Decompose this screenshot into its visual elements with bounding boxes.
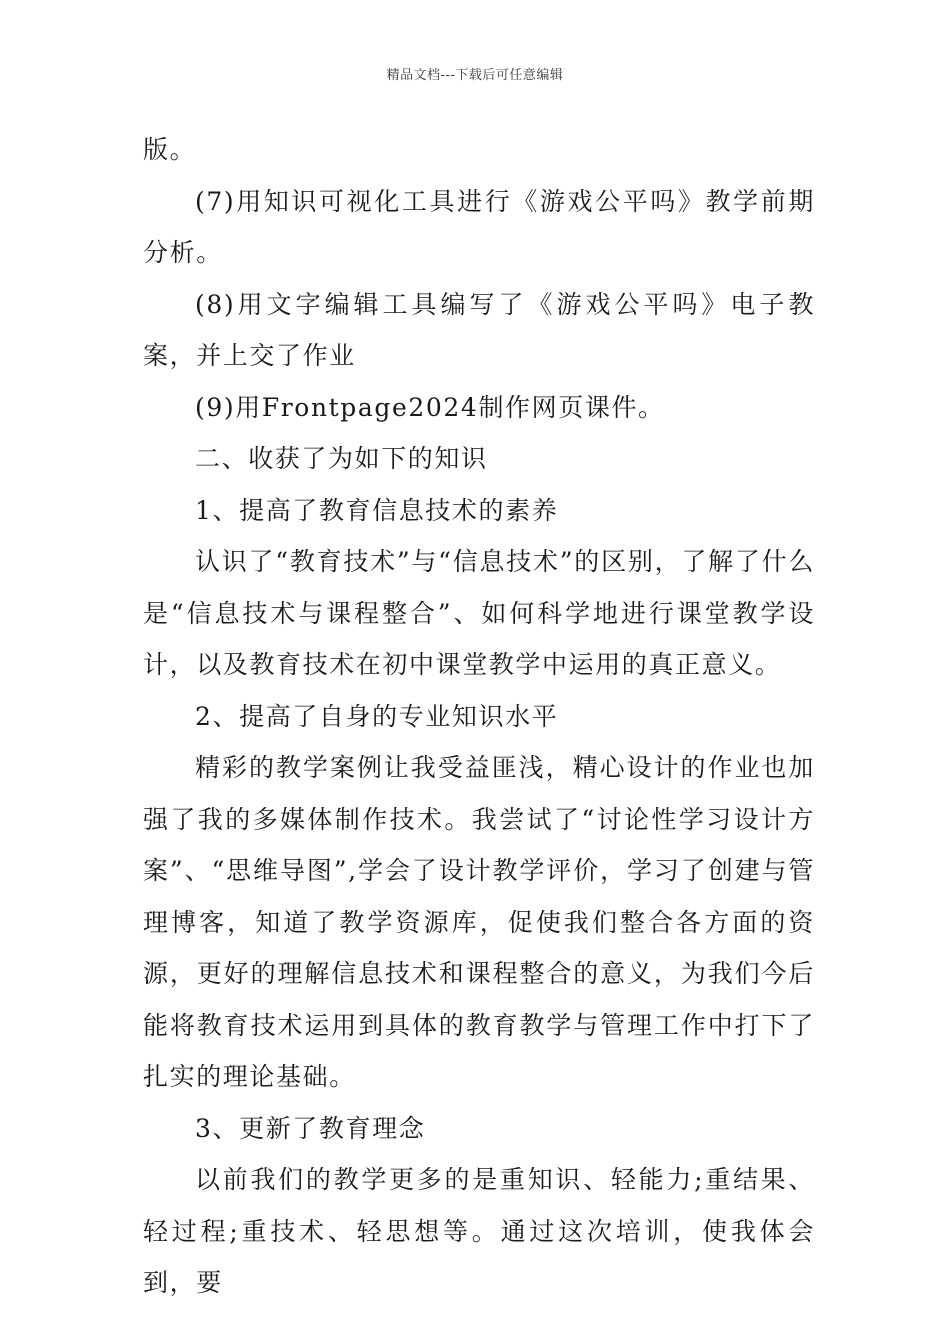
paragraph: (8)用文字编辑工具编写了《游戏公平吗》电子教案，并上交了作业 bbox=[143, 289, 815, 370]
section-heading: 二、收获了为如下的知识 bbox=[195, 444, 488, 473]
paragraph: 以前我们的教学更多的是重知识、轻能力;重结果、轻过程;重技术、轻思想等。通过这次培训，使我体会到，要 bbox=[143, 1165, 815, 1297]
paragraph: 认识了“教育技术”与“信息技术”的区别，了解了什么是“信息技术与课程整合”、如何科学地进行课堂教学设计，以及教育技术在初中课堂教学中运用的真正意义。 bbox=[143, 547, 815, 679]
page-header: 精品文档---下载后可任意编辑 bbox=[386, 68, 564, 83]
subsection-heading: 3、更新了教育理念 bbox=[195, 1113, 426, 1143]
paragraph: (9)用Frontpage2024制作网页课件。 bbox=[195, 392, 665, 422]
subsection-heading: 1、提高了教育信息技术的素养 bbox=[195, 495, 559, 525]
document-body bbox=[143, 124, 815, 1309]
paragraph: 精彩的教学案例让我受益匪浅，精心设计的作业也加强了我的多媒体制作技术。我尝试了“讨论性学习设计方案”、“思维导图”,学会了设计教学评价，学习了创建与管理博客，知道了教学资源库，促使我们整合各方面的资源，更好的理解信息技术和课程整合的意义，为我们今后能将教育技术运用到具体的教育教学与管理工作中打下了扎实的理论基础。 bbox=[143, 753, 815, 1091]
paragraph: (7)用知识可视化工具进行《游戏公平吗》教学前期分析。 bbox=[143, 186, 815, 267]
paragraph: 版。 bbox=[143, 135, 197, 164]
subsection-heading: 2、提高了自身的专业知识水平 bbox=[195, 701, 559, 731]
